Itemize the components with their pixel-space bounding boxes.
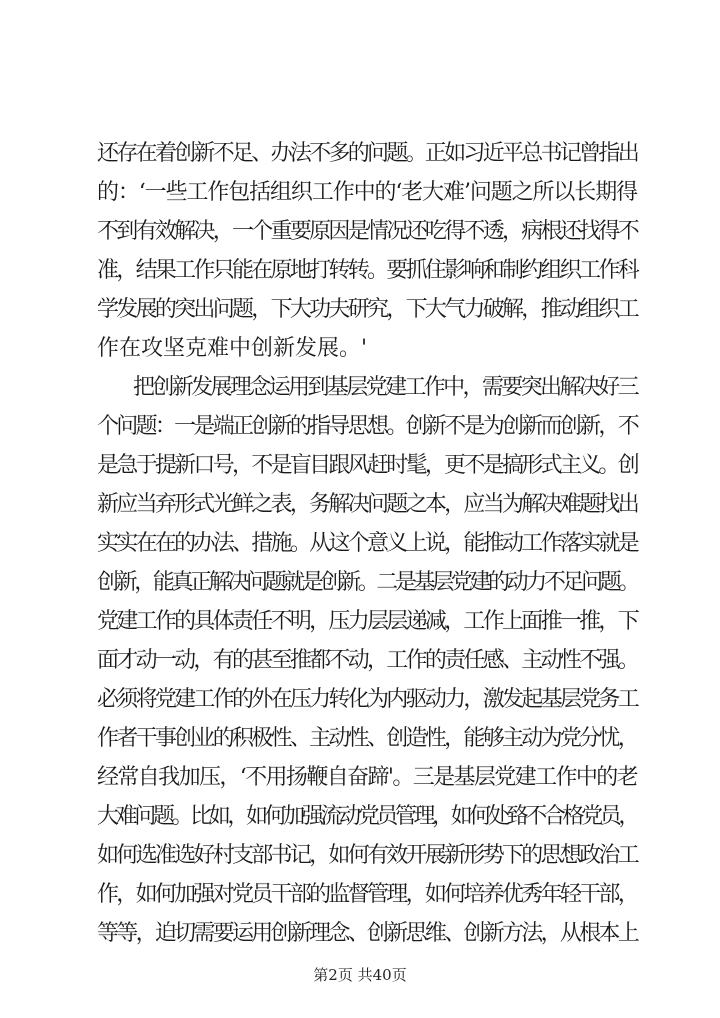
text-line: 个问题：一是端正创新的指导思想。创新不是为创新而创新，不 [97, 414, 638, 439]
page-number-footer: 第2页 共40页 [313, 966, 407, 984]
text-line: 面才动一动，有的甚至推都不动，工作的责任感、主动性不强。 [97, 648, 638, 673]
text-line: 是急于提新口号，不是盲目跟风赶时髦，更不是搞形式主义。创 [97, 453, 638, 478]
text-line: 实实在在的办法、措施。从这个意义上说，能推动工作落实就是 [97, 531, 638, 556]
text-line: 不到有效解决，一个重要原因是情况还吃得不透，病根还找得不 [97, 219, 638, 244]
text-line: 还存在着创新不足、办法不多的问题。正如习近平总书记曾指出 [97, 141, 638, 166]
text-line: 等等，迫切需要运用创新理念、创新思维、创新方法，从根本上 [97, 921, 638, 946]
text-line: 学发展的突出问题，下大功夫研究，下大气力破解，推动组织工 [97, 297, 638, 322]
text-line: 作，如何加强对党员干部的监督管理，如何培养优秀年轻干部， [97, 882, 638, 907]
text-line: 党建工作的具体责任不明，压力层层递减，工作上面推一推，下 [97, 609, 638, 634]
text-line: 创新，能真正解决问题就是创新。二是基层党建的动力不足问题。 [97, 570, 638, 595]
text-line: 作在攻坚克难中创新发展。' [97, 336, 368, 361]
text-line: 作者干事创业的积极性、主动性、创造性，能够主动为党分忧， [97, 726, 638, 751]
text-line: 大难问题。比如，如何加强流动党员管理，如何处臵不合格党员， [97, 804, 638, 829]
text-line: 的：‘一些工作包括组织工作中的‘老大难’问题之所以长期得 [97, 180, 637, 205]
text-line: 必须将党建工作的外在压力转化为内驱动力，激发起基层党务工 [97, 687, 638, 712]
paragraph-first-line: 把创新发展理念运用到基层党建工作中，需要突出解决好三 [133, 375, 638, 400]
text-line: 如何选准选好村支部书记，如何有效开展新形势下的思想政治工 [97, 843, 638, 868]
text-line: 新应当弃形式光鲜之表，务解决问题之本，应当为解决难题找出 [97, 492, 638, 517]
text-line: 经常自我加压，‘不用扬鞭自奋蹄'。三是基层党建工作中的老 [97, 765, 638, 790]
text-line: 准，结果工作只能在原地打转转。要抓住影响和制约组织工作科 [97, 258, 638, 283]
